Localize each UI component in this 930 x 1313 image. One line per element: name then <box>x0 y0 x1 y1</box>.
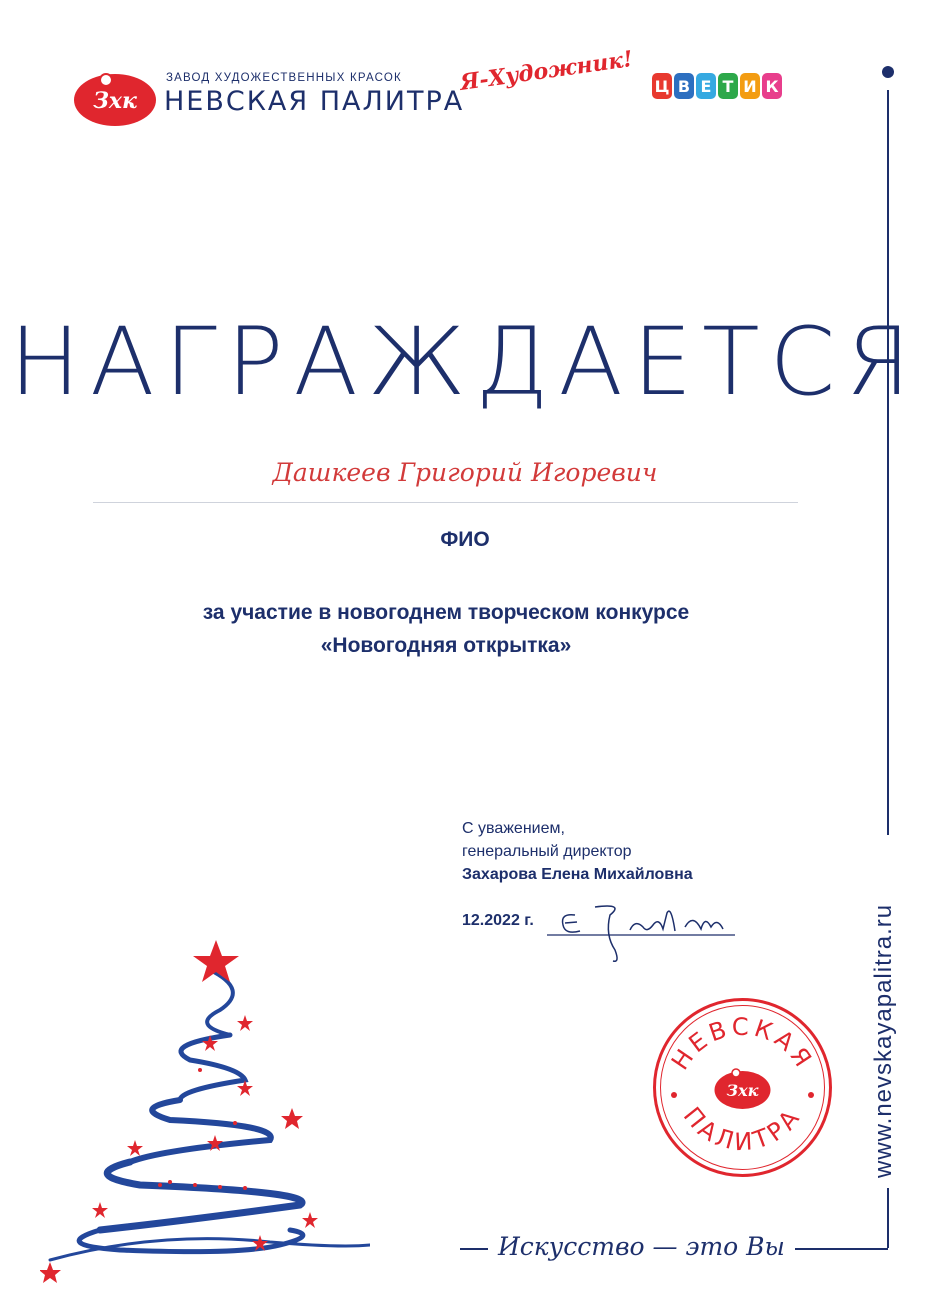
zhk-logo-text: Зхк <box>93 88 137 114</box>
reason-line-1: за участие в новогоднем творческом конкурсе <box>202 601 690 624</box>
fio-caption: ФИО <box>440 528 490 551</box>
website-url: www.nevskayapalitra.ru <box>870 903 897 1178</box>
certificate-headline: НАГРАЖДАЕТСЯ <box>9 308 921 417</box>
stamp-center-text: Зхк <box>726 1081 759 1100</box>
tsvetik-letter: И <box>740 73 760 99</box>
svg-text:НЕВСКАЯ <box>666 1013 819 1075</box>
ya-hudozhnik-logo: Я-Художник! <box>458 46 635 96</box>
tsvetik-logo <box>652 73 782 103</box>
rail-line-bottom <box>887 1188 889 1248</box>
company-stamp <box>650 995 835 1180</box>
rail-dot <box>882 66 894 78</box>
tsvetik-letter: В <box>674 73 694 99</box>
regards-text: С уважением, <box>462 820 565 837</box>
factory-name: НЕВСКАЯ ПАЛИТРА <box>164 86 465 117</box>
signature-date: 12.2022 г. <box>462 912 534 929</box>
stamp-bottom-text: ПАЛИТРА <box>677 1101 808 1157</box>
tsvetik-letter: Т <box>718 73 738 99</box>
reason-line-2: «Новогодняя открытка» <box>320 634 572 657</box>
tsvetik-letter: К <box>762 73 782 99</box>
zhk-logo <box>72 70 158 128</box>
recipient-name: Дашкеев Григорий Игоревич <box>272 458 658 487</box>
svg-text:ПАЛИТРА <box>678 1102 807 1156</box>
handwritten-signature <box>535 895 745 965</box>
director-position: генеральный директор <box>462 843 632 860</box>
name-underline <box>93 502 798 503</box>
director-name: Захарова Елена Михайловна <box>462 866 693 883</box>
stamp-top-text: НЕВСКАЯ <box>665 1012 820 1076</box>
tsvetik-letter: Ц <box>652 73 672 99</box>
tsvetik-letter: Е <box>696 73 716 99</box>
christmas-tree-illustration <box>40 930 370 1290</box>
motto-text: Искусство — это Вы <box>488 1232 795 1261</box>
factory-subtitle: ЗАВОД ХУДОЖЕСТВЕННЫХ КРАСОК <box>166 72 402 84</box>
